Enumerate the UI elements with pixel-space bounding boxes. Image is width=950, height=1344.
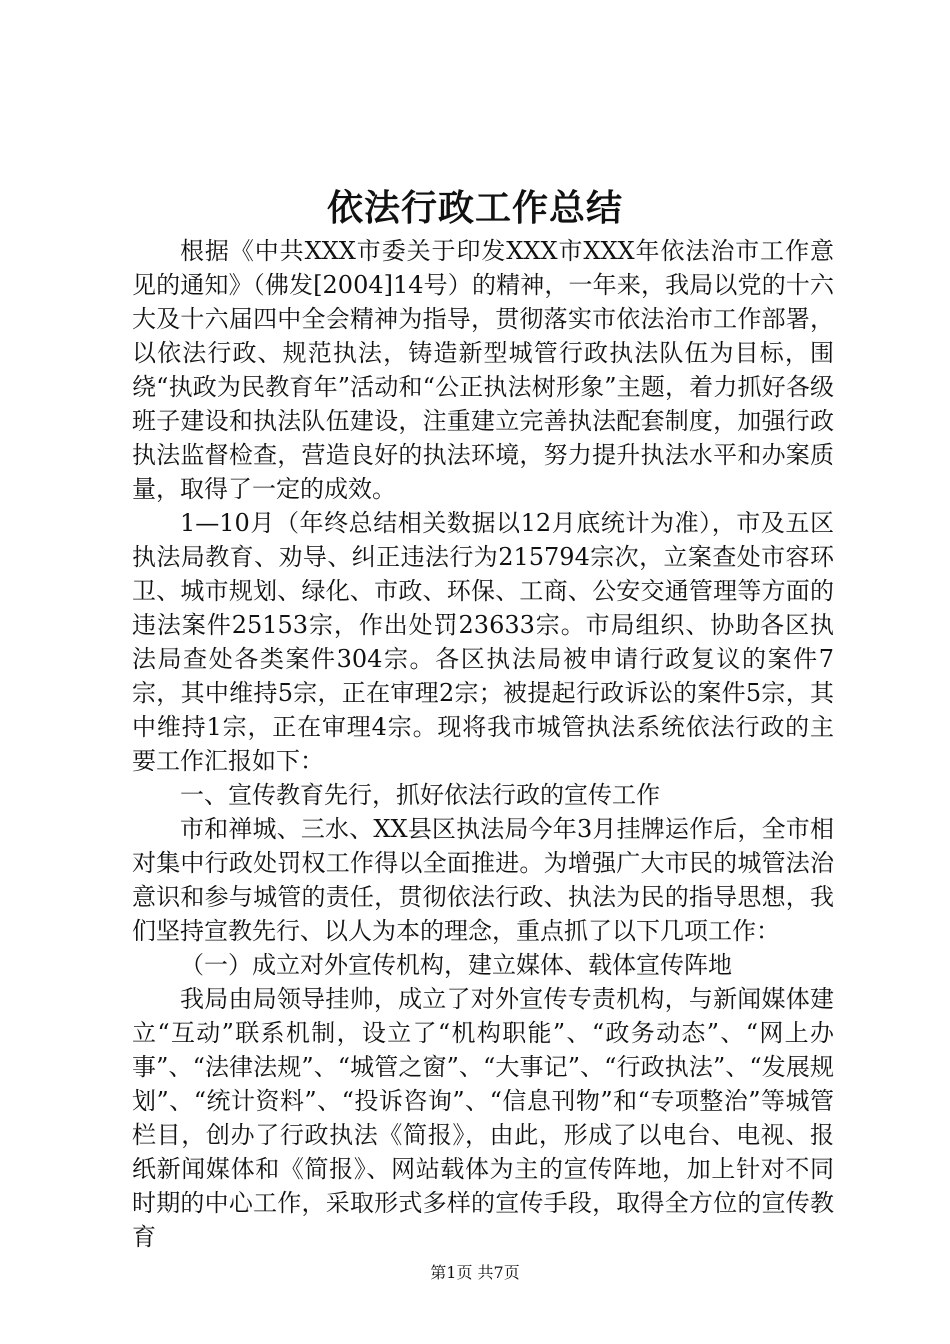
subsection-heading-1: （一）成立对外宣传机构，建立媒体、载体宣传阵地 [180, 951, 732, 979]
paragraph-intro: 根据《中共XXX市委关于印发XXX市XXX年依法治市工作意见的通知》（佛发[2004]14号）的精神，一年来，我局以党的十六大及十六届四中全会精神为指导，贯彻落实市依法治市工作部署，以依法行政、规范执法，铸造新型城管行政执法队伍为目标，围绕“执政为民教育年”活动和“公正执法树形象”主题，着力抓好各级班子建设和执法队伍建设，注重建立完善执法配套制度，加强行政执法监督检查，营造良好的执法环境，努力提升执法水平和办案质量，取得了一定的成效。 [132, 237, 834, 503]
page-title: 依法行政工作总结 [326, 187, 623, 229]
page-number-footer: 第1页 共7页 [430, 1263, 520, 1282]
paragraph-statistics: 1—10月（年终总结相关数据以12月底统计为准），市及五区执法局教育、劝导、纠正违法行为215794宗次，立案查处市容环卫、城市规划、绿化、市政、环保、工商、公安交通管理等方面的违法案件25153宗，作出处罚23633宗。市局组织、协助各区执法局查处各类案件304宗。各区执法局被申请行政复议的案件7宗，其中维持5宗，正在审理2宗；被提起行政诉讼的案件5宗，其中维持1宗，正在审理4宗。现将我市城管执法系统依法行政的主要工作汇报如下： [132, 509, 834, 775]
paragraph-section-1: 市和禅城、三水、XX县区执法局今年3月挂牌运作后，全市相对集中行政处罚权工作得以全面推进。为增强广大市民的城管法治意识和参与城管的责任，贯彻依法行政、执法为民的指导思想，我们坚持宣教先行、以人为本的理念，重点抓了以下几项工作： [132, 815, 834, 945]
paragraph-subsection-1: 我局由局领导挂帅，成立了对外宣传专责机构，与新闻媒体建立“互动”联系机制，设立了“机构职能”、“政务动态”、“网上办事”、“法律法规”、“城管之窗”、“大事记”、“行政执法”、“发展规划”、“统计资料”、“投诉咨询”、“信息刊物”和“专项整治”等城管栏目，创办了行政执法《简报》，由此，形成了以电台、电视、报纸新闻媒体和《简报》、网站载体为主的宣传阵地，加上针对不同时期的中心工作，采取形式多样的宣传手段，取得全方位的宣传教育 [132, 985, 834, 1251]
document-body [132, 234, 834, 1254]
section-heading-1: 一、宣传教育先行，抓好依法行政的宣传工作 [180, 781, 660, 809]
